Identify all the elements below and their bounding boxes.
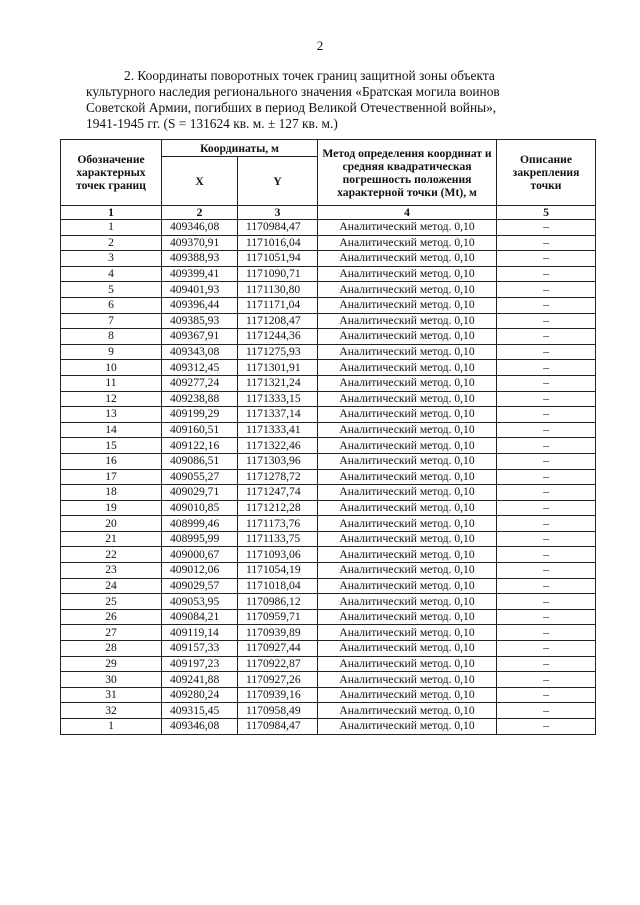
table-row	[61, 625, 596, 641]
cell-fix: –	[497, 453, 596, 469]
cell-x: 409238,88	[162, 391, 238, 407]
cell-fix: –	[497, 485, 596, 501]
cell-y: 1171301,91	[238, 360, 318, 376]
cell-fix: –	[497, 687, 596, 703]
cell-method: Аналитический метод. 0,10	[318, 360, 497, 376]
cell-x: 408995,99	[162, 531, 238, 547]
cell-fix: –	[497, 344, 596, 360]
cell-num: 21	[61, 531, 162, 547]
table-row	[61, 609, 596, 625]
cell-fix: –	[497, 609, 596, 625]
cell-method: Аналитический метод. 0,10	[318, 703, 497, 719]
cell-x: 409012,06	[162, 563, 238, 579]
cell-fix: –	[497, 719, 596, 735]
cell-method: Аналитический метод. 0,10	[318, 641, 497, 657]
cell-num: 29	[61, 656, 162, 672]
table-row	[61, 563, 596, 579]
cell-x: 409241,88	[162, 672, 238, 688]
cell-fix: –	[497, 282, 596, 298]
cell-fix: –	[497, 329, 596, 345]
cell-num: 2	[61, 235, 162, 251]
cell-num: 5	[61, 282, 162, 298]
cell-num: 19	[61, 500, 162, 516]
cell-fix: –	[497, 656, 596, 672]
cell-fix: –	[497, 625, 596, 641]
table-row	[61, 531, 596, 547]
cell-method: Аналитический метод. 0,10	[318, 625, 497, 641]
cell-x: 409385,93	[162, 313, 238, 329]
cell-method: Аналитический метод. 0,10	[318, 282, 497, 298]
cell-num: 20	[61, 516, 162, 532]
table-row	[61, 375, 596, 391]
cell-x: 409346,08	[162, 719, 238, 735]
cell-method: Аналитический метод. 0,10	[318, 563, 497, 579]
cell-method: Аналитический метод. 0,10	[318, 329, 497, 345]
section-heading	[86, 68, 578, 132]
cell-num: 14	[61, 422, 162, 438]
cell-x: 409084,21	[162, 609, 238, 625]
cell-num: 22	[61, 547, 162, 563]
cell-method: Аналитический метод. 0,10	[318, 609, 497, 625]
table-row	[61, 703, 596, 719]
cell-method: Аналитический метод. 0,10	[318, 407, 497, 423]
cell-y: 1171051,94	[238, 251, 318, 267]
table-row	[61, 594, 596, 610]
cell-x: 409122,16	[162, 438, 238, 454]
cell-x: 409160,51	[162, 422, 238, 438]
cell-num: 8	[61, 329, 162, 345]
cell-x: 409401,93	[162, 282, 238, 298]
cell-method: Аналитический метод. 0,10	[318, 687, 497, 703]
cell-y: 1171054,19	[238, 563, 318, 579]
table-row	[61, 251, 596, 267]
cell-x: 409197,23	[162, 656, 238, 672]
table-row	[61, 516, 596, 532]
header-y: Y	[238, 157, 318, 206]
cell-x: 409277,24	[162, 375, 238, 391]
cell-y: 1170927,44	[238, 641, 318, 657]
cell-y: 1171171,04	[238, 297, 318, 313]
cell-num: 9	[61, 344, 162, 360]
cell-num: 7	[61, 313, 162, 329]
table-row	[61, 391, 596, 407]
column-number: 3	[238, 206, 318, 220]
cell-y: 1170958,49	[238, 703, 318, 719]
cell-num: 28	[61, 641, 162, 657]
cell-y: 1171333,15	[238, 391, 318, 407]
cell-fix: –	[497, 407, 596, 423]
cell-y: 1171322,46	[238, 438, 318, 454]
cell-y: 1170939,16	[238, 687, 318, 703]
table-row	[61, 407, 596, 423]
cell-fix: –	[497, 375, 596, 391]
cell-num: 16	[61, 453, 162, 469]
table-row	[61, 500, 596, 516]
table-row	[61, 266, 596, 282]
cell-x: 409312,45	[162, 360, 238, 376]
cell-method: Аналитический метод. 0,10	[318, 375, 497, 391]
cell-method: Аналитический метод. 0,10	[318, 251, 497, 267]
cell-y: 1171337,14	[238, 407, 318, 423]
cell-num: 10	[61, 360, 162, 376]
cell-fix: –	[497, 469, 596, 485]
table-row	[61, 235, 596, 251]
table-row	[61, 719, 596, 735]
cell-num: 25	[61, 594, 162, 610]
coordinates-table	[60, 139, 596, 735]
table-row	[61, 313, 596, 329]
cell-y: 1171133,75	[238, 531, 318, 547]
cell-y: 1170922,87	[238, 656, 318, 672]
cell-num: 26	[61, 609, 162, 625]
column-number: 5	[497, 206, 596, 220]
cell-method: Аналитический метод. 0,10	[318, 516, 497, 532]
cell-x: 409055,27	[162, 469, 238, 485]
cell-x: 409157,33	[162, 641, 238, 657]
cell-num: 1	[61, 719, 162, 735]
table-row	[61, 360, 596, 376]
cell-fix: –	[497, 391, 596, 407]
cell-x: 409280,24	[162, 687, 238, 703]
cell-y: 1170984,47	[238, 719, 318, 735]
cell-y: 1171130,80	[238, 282, 318, 298]
cell-fix: –	[497, 703, 596, 719]
cell-y: 1171208,47	[238, 313, 318, 329]
cell-x: 408999,46	[162, 516, 238, 532]
cell-x: 409343,08	[162, 344, 238, 360]
table-row	[61, 687, 596, 703]
table-row	[61, 485, 596, 501]
cell-x: 409029,57	[162, 578, 238, 594]
header-designation: Обозначение характерных точек границ	[61, 140, 162, 206]
table-row	[61, 438, 596, 454]
cell-x: 409053,95	[162, 594, 238, 610]
table-row	[61, 469, 596, 485]
cell-y: 1171333,41	[238, 422, 318, 438]
cell-num: 3	[61, 251, 162, 267]
column-number: 1	[61, 206, 162, 220]
cell-method: Аналитический метод. 0,10	[318, 500, 497, 516]
cell-fix: –	[497, 438, 596, 454]
cell-x: 409086,51	[162, 453, 238, 469]
cell-fix: –	[497, 422, 596, 438]
header-x: X	[162, 157, 238, 206]
cell-num: 31	[61, 687, 162, 703]
cell-method: Аналитический метод. 0,10	[318, 453, 497, 469]
cell-method: Аналитический метод. 0,10	[318, 531, 497, 547]
cell-method: Аналитический метод. 0,10	[318, 719, 497, 735]
cell-method: Аналитический метод. 0,10	[318, 469, 497, 485]
table-body	[61, 220, 596, 735]
cell-method: Аналитический метод. 0,10	[318, 438, 497, 454]
cell-method: Аналитический метод. 0,10	[318, 297, 497, 313]
cell-num: 13	[61, 407, 162, 423]
cell-y: 1170927,26	[238, 672, 318, 688]
cell-method: Аналитический метод. 0,10	[318, 485, 497, 501]
cell-fix: –	[497, 594, 596, 610]
table-row	[61, 297, 596, 313]
cell-method: Аналитический метод. 0,10	[318, 266, 497, 282]
cell-y: 1171016,04	[238, 235, 318, 251]
cell-method: Аналитический метод. 0,10	[318, 313, 497, 329]
table-row	[61, 578, 596, 594]
cell-fix: –	[497, 220, 596, 236]
cell-y: 1171303,96	[238, 453, 318, 469]
cell-x: 409370,91	[162, 235, 238, 251]
cell-y: 1171278,72	[238, 469, 318, 485]
table-row	[61, 656, 596, 672]
cell-num: 12	[61, 391, 162, 407]
cell-num: 23	[61, 563, 162, 579]
cell-num: 6	[61, 297, 162, 313]
cell-x: 409396,44	[162, 297, 238, 313]
cell-x: 409388,93	[162, 251, 238, 267]
table-row	[61, 422, 596, 438]
cell-y: 1170959,71	[238, 609, 318, 625]
cell-method: Аналитический метод. 0,10	[318, 578, 497, 594]
cell-fix: –	[497, 641, 596, 657]
cell-fix: –	[497, 547, 596, 563]
cell-y: 1171275,93	[238, 344, 318, 360]
heading-line: 2. Координаты поворотных точек границ защитной зоны объекта	[124, 68, 495, 83]
cell-x: 409399,41	[162, 266, 238, 282]
table-row	[61, 453, 596, 469]
column-number: 4	[318, 206, 497, 220]
cell-y: 1171173,76	[238, 516, 318, 532]
cell-method: Аналитический метод. 0,10	[318, 672, 497, 688]
cell-y: 1171244,36	[238, 329, 318, 345]
table-row	[61, 329, 596, 345]
cell-y: 1171212,28	[238, 500, 318, 516]
cell-method: Аналитический метод. 0,10	[318, 344, 497, 360]
cell-y: 1171093,06	[238, 547, 318, 563]
header-fixing: Описание закрепления точки	[497, 140, 596, 206]
cell-num: 1	[61, 220, 162, 236]
table-row	[61, 344, 596, 360]
table-row	[61, 641, 596, 657]
cell-num: 11	[61, 375, 162, 391]
cell-y: 1170984,47	[238, 220, 318, 236]
cell-num: 17	[61, 469, 162, 485]
cell-fix: –	[497, 266, 596, 282]
cell-num: 24	[61, 578, 162, 594]
header-coordinates: Координаты, м	[162, 140, 318, 157]
cell-method: Аналитический метод. 0,10	[318, 547, 497, 563]
cell-fix: –	[497, 516, 596, 532]
cell-x: 409000,67	[162, 547, 238, 563]
cell-num: 27	[61, 625, 162, 641]
cell-fix: –	[497, 578, 596, 594]
cell-num: 15	[61, 438, 162, 454]
cell-fix: –	[497, 297, 596, 313]
cell-fix: –	[497, 251, 596, 267]
column-number: 2	[162, 206, 238, 220]
cell-y: 1170986,12	[238, 594, 318, 610]
cell-method: Аналитический метод. 0,10	[318, 422, 497, 438]
cell-fix: –	[497, 500, 596, 516]
cell-fix: –	[497, 563, 596, 579]
cell-x: 409315,45	[162, 703, 238, 719]
cell-x: 409010,85	[162, 500, 238, 516]
cell-y: 1171018,04	[238, 578, 318, 594]
cell-num: 30	[61, 672, 162, 688]
cell-fix: –	[497, 313, 596, 329]
table-row	[61, 672, 596, 688]
cell-method: Аналитический метод. 0,10	[318, 220, 497, 236]
cell-method: Аналитический метод. 0,10	[318, 235, 497, 251]
cell-fix: –	[497, 672, 596, 688]
cell-x: 409367,91	[162, 329, 238, 345]
cell-y: 1170939,89	[238, 625, 318, 641]
table-row	[61, 220, 596, 236]
cell-y: 1171247,74	[238, 485, 318, 501]
cell-x: 409346,08	[162, 220, 238, 236]
cell-num: 4	[61, 266, 162, 282]
cell-num: 18	[61, 485, 162, 501]
heading-line: культурного наследия регионального значения «Братская могила воинов	[86, 84, 500, 99]
cell-method: Аналитический метод. 0,10	[318, 391, 497, 407]
cell-x: 409119,14	[162, 625, 238, 641]
table-row	[61, 547, 596, 563]
cell-fix: –	[497, 235, 596, 251]
heading-line: 1941-1945 гг. (S = 131624 кв. м. ± 127 кв. м.)	[86, 116, 338, 131]
cell-method: Аналитический метод. 0,10	[318, 594, 497, 610]
cell-y: 1171321,24	[238, 375, 318, 391]
cell-fix: –	[497, 531, 596, 547]
heading-line: Советской Армии, погибших в период Великой Отечественной войны»,	[86, 100, 497, 115]
cell-method: Аналитический метод. 0,10	[318, 656, 497, 672]
cell-y: 1171090,71	[238, 266, 318, 282]
cell-x: 409029,71	[162, 485, 238, 501]
page-number: 2	[316, 38, 324, 53]
cell-num: 32	[61, 703, 162, 719]
cell-x: 409199,29	[162, 407, 238, 423]
cell-fix: –	[497, 360, 596, 376]
header-method: Метод определения координат и средняя квадратическая погрешность положения характерной точки (Mt), м	[318, 140, 497, 206]
table-row	[61, 282, 596, 298]
